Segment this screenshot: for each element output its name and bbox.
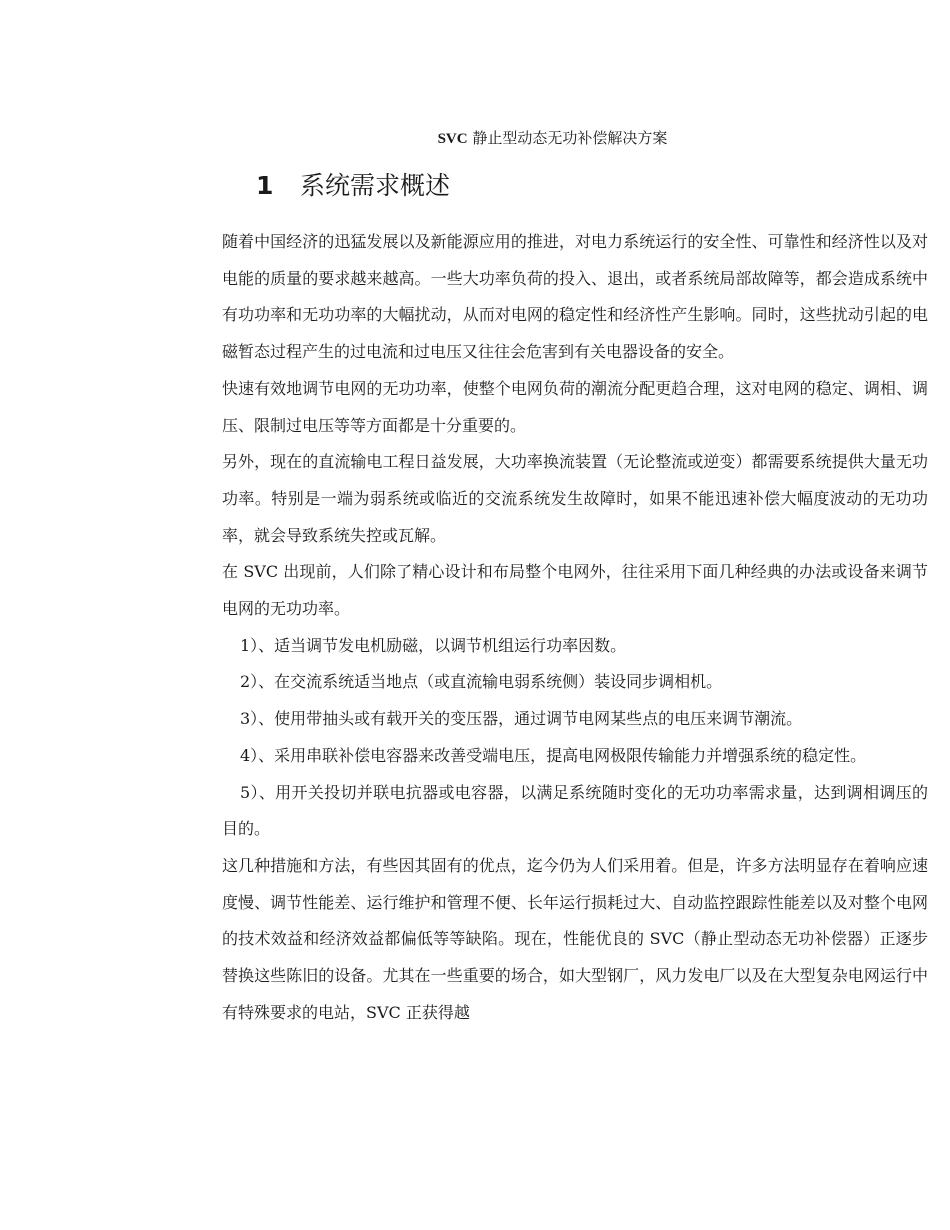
list-item-1: 1）、适当调节发电机励磁，以调节机组运行功率因数。: [240, 635, 627, 655]
paragraph-reactive-power: 快速有效地调节电网的无功功率，使整个电网负荷的潮流分配更趋合理，这对电网的稳定、调相、调压、限制过电压等等方面都是十分重要的。: [222, 378, 928, 435]
section-number: 1: [256, 171, 274, 200]
list-item-5: 5）、用开关投切并联电抗器或电容器，以满足系统随时变化的无功功率需求量，达到调相调压的目的。: [222, 782, 928, 839]
list-item-2: 2）、在交流系统适当地点（或直流输电弱系统侧）装设同步调相机。: [240, 672, 723, 692]
document-body: [222, 224, 928, 1031]
section-heading: [256, 168, 450, 204]
list-item-3: 3）、使用带抽头或有载开关的变压器，通过调节电网某些点的电压来调节潮流。: [240, 709, 803, 729]
paragraph-before-svc: 在 SVC 出现前，人们除了精心设计和布局整个电网外，往往采用下面几种经典的办法或设备来调节电网的无功功率。: [222, 562, 928, 619]
list-item-4: 4）、采用串联补偿电容器来改善受端电压，提高电网极限传输能力并增强系统的稳定性。: [240, 745, 867, 765]
header-title-lead: SVC: [437, 131, 468, 147]
paragraph-closing: 这几种措施和方法，有些因其固有的优点，迄今仍为人们采用着。但是，许多方法明显存在着响应速度慢、调节性能差、运行维护和管理不便、长年运行损耗过大、自动监控跟踪性能差以及对整个电网的技术效益和经济效益都偏低等等缺陷。现在，性能优良的 SVC（静止型动态无功补偿器）正逐步替换这些陈旧的设备。尤其在一些重要的场合，如大型钢厂，风力发电厂以及在大型复杂电网运行中有特殊要求的电站，SVC 正获得越: [222, 855, 928, 1022]
header-title-rest: 静止型动态无功补偿解决方案: [467, 129, 668, 147]
paragraph-dc-transmission: 另外，现在的直流输电工程日益发展，大功率换流装置（无论整流或逆变）都需要系统提供大量无功功率。特别是一端为弱系统或临近的交流系统发生故障时，如果不能迅速补偿大幅度波动的无功功率，就会导致系统失控或瓦解。: [222, 452, 928, 545]
paragraph-intro: 随着中国经济的迅猛发展以及新能源应用的推进，对电力系统运行的安全性、可靠性和经济性以及对电能的质量的要求越来越高。一些大功率负荷的投入、退出，或者系统局部故障等，都会造成系统中有功功率和无功功率的大幅扰动，从而对电网的稳定性和经济性产生影响。同时，这些扰动引起的电磁暂态过程产生的过电流和过电压又往往会危害到有关电器设备的安全。: [222, 232, 928, 362]
page-header-title: [0, 128, 950, 149]
section-title: 系统需求概述: [300, 171, 451, 200]
